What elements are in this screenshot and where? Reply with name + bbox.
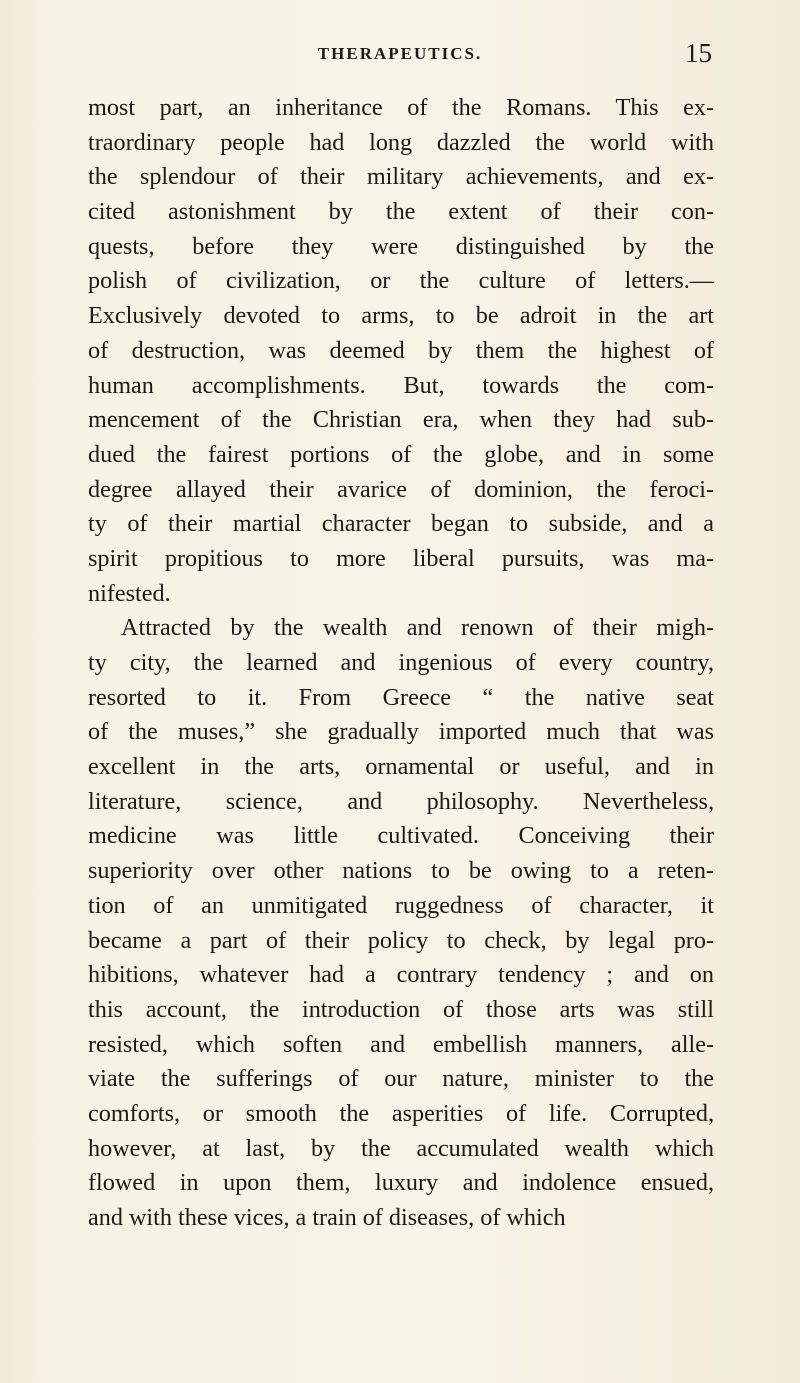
text-line: became a part of their policy to check, by legal pro- (88, 926, 714, 954)
body-text (88, 91, 714, 1236)
text-line: ty city, the learned and ingenious of every country, (88, 649, 714, 676)
text-line: flowed in upon them, luxury and indolence ensued, (88, 1169, 714, 1197)
text-line: literature, science, and philosophy. Nevertheless, (88, 787, 714, 815)
text-line: resorted to it. From Greece “ the native seat (88, 683, 714, 711)
running-head (88, 38, 712, 74)
text-line: the splendour of their military achievements, and ex- (88, 163, 714, 191)
text-line: spirit propitious to more liberal pursuits, was ma- (88, 544, 714, 572)
text-line: of destruction, was deemed by them the highest of (88, 336, 714, 364)
text-line: mencement of the Christian era, when they had sub- (88, 406, 714, 434)
text-line: comforts, or smooth the asperities of life. Corrupted, (88, 1099, 714, 1127)
text-line: cited astonishment by the extent of their con- (88, 198, 714, 226)
text-line: tion of an unmitigated ruggedness of character, it (88, 891, 714, 919)
running-title: THERAPEUTICS. (317, 44, 483, 63)
text-line: hibitions, whatever had a contrary tendency ; and on (88, 961, 714, 989)
text-line: of the muses,” she gradually imported much that was (88, 718, 714, 746)
text-line: resisted, which soften and embellish manners, alle- (88, 1030, 714, 1058)
text-line: however, at last, by the accumulated wealth which (88, 1134, 714, 1162)
text-line: dued the fairest portions of the globe, and in some (88, 440, 714, 468)
paragraph-1 (88, 91, 714, 611)
text-line: superiority over other nations to be owing to a reten- (88, 857, 714, 885)
text-line: degree allayed their avarice of dominion, the feroci- (88, 475, 714, 503)
paragraph-2 (88, 611, 714, 1235)
text-line: medicine was little cultivated. Conceiving their (88, 822, 714, 850)
text-line: traordinary people had long dazzled the world with (88, 128, 714, 156)
text-line: nifested. (88, 579, 171, 607)
text-line: viate the sufferings of our nature, minister to the (88, 1065, 714, 1093)
text-line: excellent in the arts, ornamental or useful, and in (88, 753, 714, 781)
text-line: Attracted by the wealth and renown of their migh- (121, 614, 714, 642)
text-line: polish of civilization, or the culture of letters.— (88, 267, 714, 295)
text-line: quests, before they were distinguished by the (88, 232, 714, 260)
text-line: ty of their martial character began to subside, and a (88, 510, 714, 538)
text-line: human accomplishments. But, towards the com- (88, 371, 714, 399)
text-line: Exclusively devoted to arms, to be adroit in the art (88, 302, 714, 330)
text-line: and with these vices, a train of diseases, of which (88, 1204, 566, 1231)
page-number: 15 (685, 38, 712, 68)
text-line: this account, the introduction of those arts was still (88, 995, 714, 1023)
text-line: most part, an inheritance of the Romans. This ex- (88, 94, 714, 121)
